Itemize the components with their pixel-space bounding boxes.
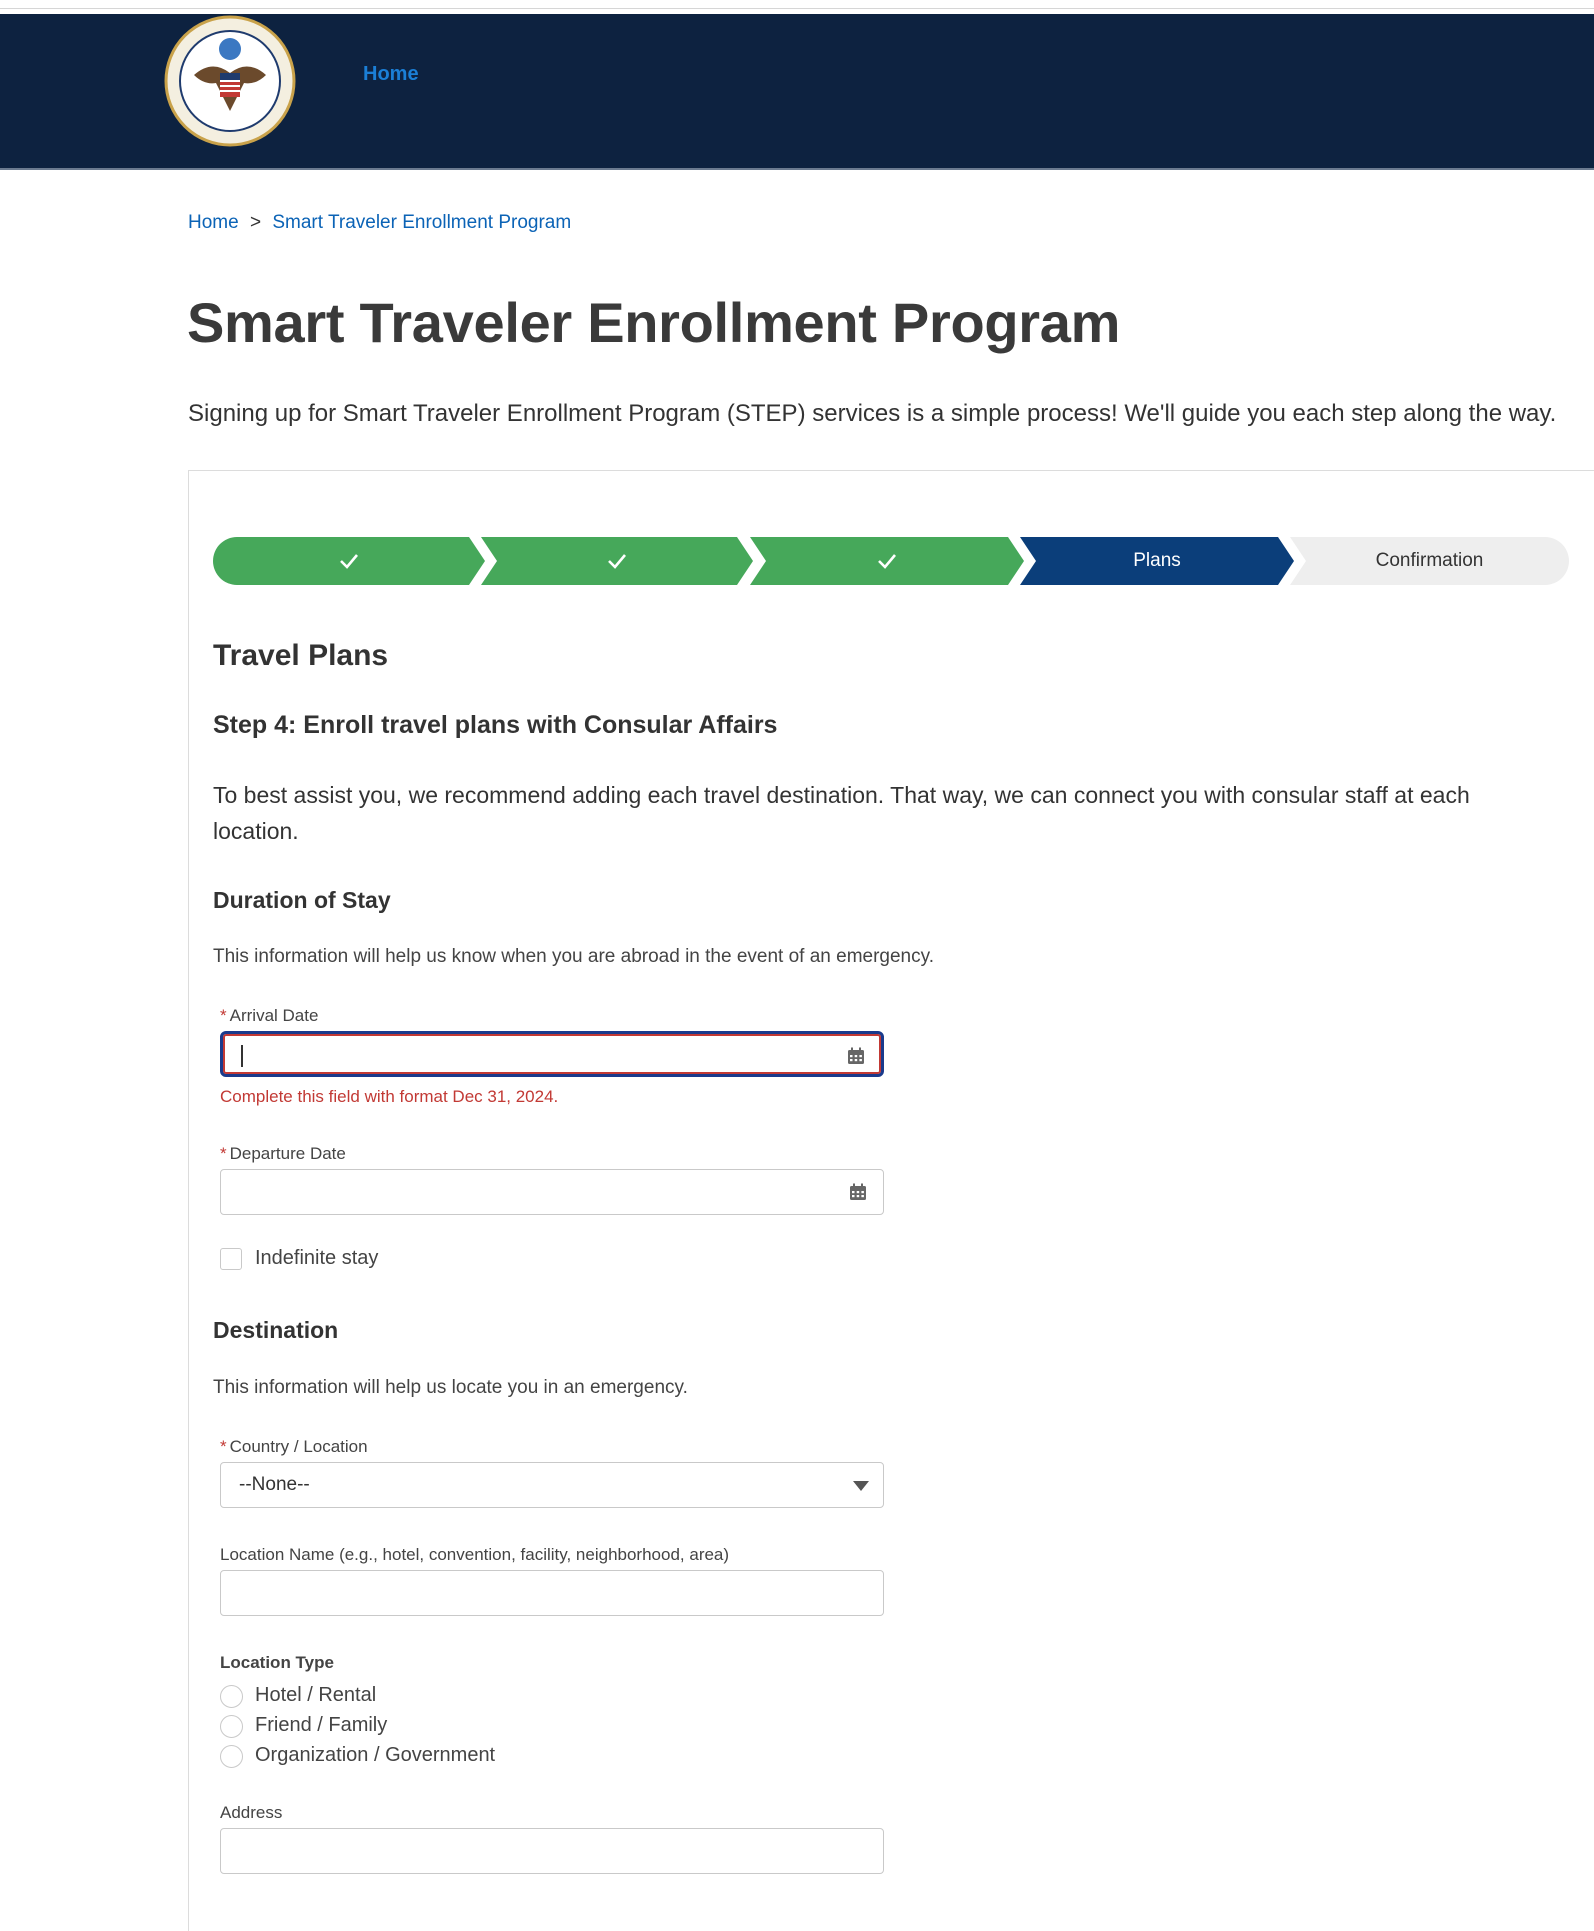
chevron-down-icon [853,1481,869,1491]
arrival-date-input[interactable] [220,1031,884,1077]
progress-step-label: Confirmation [1375,550,1484,571]
page-intro: Signing up for Smart Traveler Enrollment Program (STEP) services is a simple process! We'll guide you each step along the way. [188,400,1557,427]
country-location-select[interactable] [220,1462,884,1508]
breadcrumb [188,212,571,234]
breadcrumb-current-link[interactable]: Smart Traveler Enrollment Program [272,212,572,233]
duration-of-stay-heading: Duration of Stay [213,887,391,913]
arrival-date-label [220,1006,318,1026]
departure-date-input[interactable] [220,1169,884,1215]
step-heading: Step 4: Enroll travel plans with Consular Affairs [213,711,778,739]
destination-description: This information will help us locate you in an emergency. [213,1377,688,1398]
check-icon [876,550,898,572]
breadcrumb-home-link[interactable]: Home [188,212,239,233]
breadcrumb-separator: > [249,212,262,233]
radio-hotel-rental[interactable] [220,1685,243,1708]
progress-path [213,537,1569,585]
required-marker: * [220,1006,227,1025]
progress-step-confirmation[interactable] [1290,537,1569,585]
duration-description: This information will help us know when you are abroad in the event of an emergency. [213,946,934,967]
progress-step-2-complete[interactable] [481,537,753,585]
nav-home-link[interactable]: Home [363,63,419,85]
location-name-input[interactable] [220,1570,884,1616]
radio-hotel-rental-label[interactable]: Hotel / Rental [255,1684,377,1706]
country-location-label-text: Country / Location [229,1437,368,1456]
department-of-state-seal-icon[interactable] [164,15,296,147]
page-title: Smart Traveler Enrollment Program [187,291,1121,354]
progress-step-label: Plans [1133,550,1181,571]
check-icon [606,550,628,572]
calendar-icon[interactable] [847,1047,865,1065]
radio-friend-family-label[interactable]: Friend / Family [255,1714,388,1736]
arrival-date-error: Complete this field with format Dec 31, 2024. [220,1087,559,1106]
check-icon [338,550,360,572]
location-type-label: Location Type [220,1653,334,1672]
assist-text: To best assist you, we recommend adding each travel destination. That way, we can connect you with consular staff at each location. [213,782,1470,844]
required-marker: * [220,1144,227,1163]
text-caret [241,1045,243,1067]
progress-step-3-complete[interactable] [750,537,1024,585]
radio-organization-government-label[interactable]: Organization / Government [255,1744,496,1766]
departure-date-label [220,1144,346,1164]
country-location-label [220,1437,368,1457]
progress-step-1-complete[interactable] [213,537,485,585]
radio-organization-government[interactable] [220,1745,243,1768]
arrival-date-label-text: Arrival Date [229,1006,319,1025]
destination-heading: Destination [213,1317,339,1343]
enrollment-form-card [188,470,1594,1931]
progress-step-plans-current[interactable] [1020,537,1294,585]
indefinite-stay-checkbox[interactable] [220,1248,242,1270]
address-label: Address [220,1803,283,1822]
site-header [0,14,1594,170]
address-input[interactable] [220,1828,884,1874]
country-location-selected-value: --None-- [239,1474,310,1495]
travel-plans-heading: Travel Plans [213,639,389,672]
radio-friend-family[interactable] [220,1715,243,1738]
indefinite-stay-label[interactable]: Indefinite stay [255,1247,379,1269]
location-name-label: Location Name (e.g., hotel, convention, facility, neighborhood, area) [220,1545,730,1564]
departure-date-label-text: Departure Date [229,1144,346,1163]
calendar-icon[interactable] [849,1183,867,1201]
browser-top-line [0,0,1594,9]
required-marker: * [220,1437,227,1456]
